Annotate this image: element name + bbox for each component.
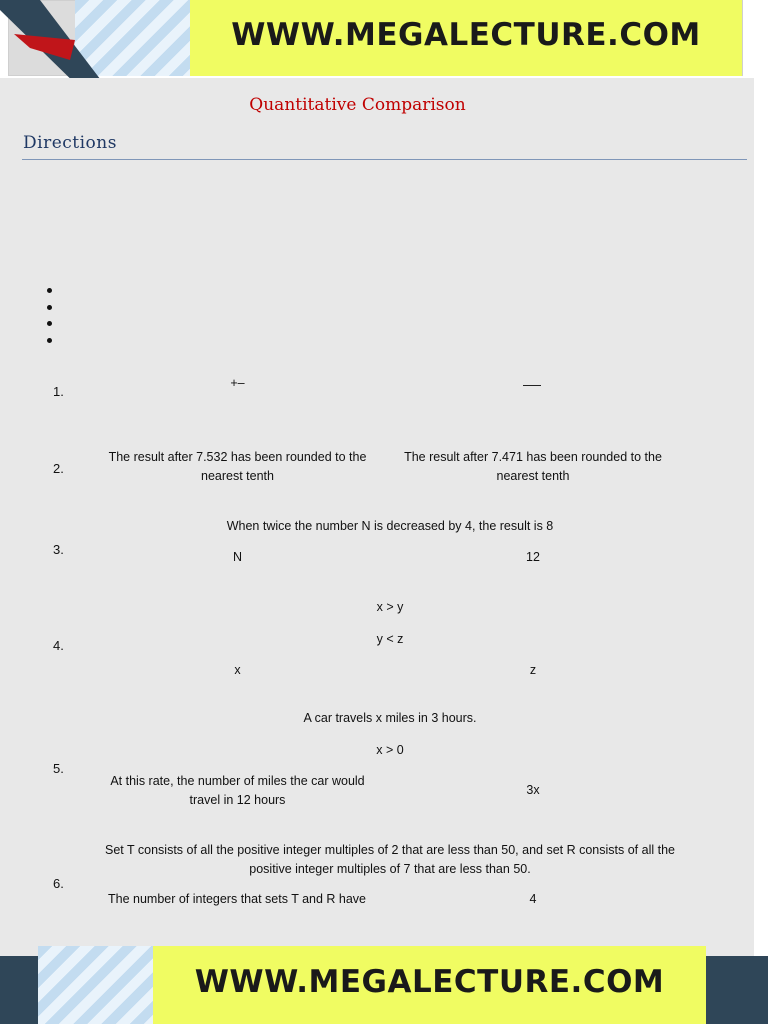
section-heading-directions: Directions bbox=[23, 133, 117, 153]
bullet-point bbox=[47, 338, 52, 343]
q5-quantity-b: 3x bbox=[526, 783, 540, 797]
q5-info-line: x > 0 bbox=[376, 743, 404, 757]
q1-quantity-b-blank bbox=[523, 385, 541, 386]
heading-divider bbox=[22, 159, 747, 160]
footer-site-url[interactable]: WWW.MEGALECTURE.COM bbox=[194, 964, 665, 1000]
q3-quantity-a: N bbox=[232, 550, 243, 564]
question-number-3: 3. bbox=[53, 542, 64, 557]
question-number-2: 2. bbox=[53, 461, 64, 476]
page-title: Quantitative Comparison bbox=[249, 95, 466, 115]
q4-quantity-a: x bbox=[234, 663, 241, 677]
q6-quantity-a: The number of integers that sets T and R have bbox=[107, 892, 367, 906]
question-number-1: 1. bbox=[53, 384, 64, 399]
q3-quantity-b: 12 bbox=[526, 550, 540, 564]
question-number-6: 6. bbox=[53, 876, 64, 891]
q1-quantity-a: +– bbox=[230, 376, 245, 390]
q6-quantity-b: 4 bbox=[529, 892, 537, 906]
q4-quantity-b: z bbox=[529, 663, 537, 677]
header-site-url[interactable]: WWW.MEGALECTURE.COM bbox=[231, 17, 701, 53]
bullet-point bbox=[47, 321, 52, 326]
q2-quantity-a: The result after 7.532 has been rounded to the nearest tenth bbox=[108, 450, 367, 483]
q4-info-line: y < z bbox=[376, 632, 404, 646]
bullet-point bbox=[47, 305, 52, 310]
bullet-point bbox=[47, 288, 52, 293]
q5-info-line: A car travels x miles in 3 hours. bbox=[303, 711, 477, 725]
question-number-5: 5. bbox=[53, 761, 64, 776]
question-number-4: 4. bbox=[53, 638, 64, 653]
footer-stripe-pattern bbox=[38, 946, 153, 1024]
q4-info-line: x > y bbox=[376, 600, 404, 614]
q3-info: When twice the number N is decreased by 4, the result is 8 bbox=[226, 519, 554, 533]
q2-quantity-b: The result after 7.471 has been rounded to the nearest tenth bbox=[404, 450, 662, 483]
q5-quantity-a: At this rate, the number of miles the car would travel in 12 hours bbox=[110, 774, 365, 807]
q6-info: Set T consists of all the positive integer multiples of 2 that are less than 50, and set R consists of all the positive integer multiples of 7 that are less than 50. bbox=[105, 843, 675, 876]
